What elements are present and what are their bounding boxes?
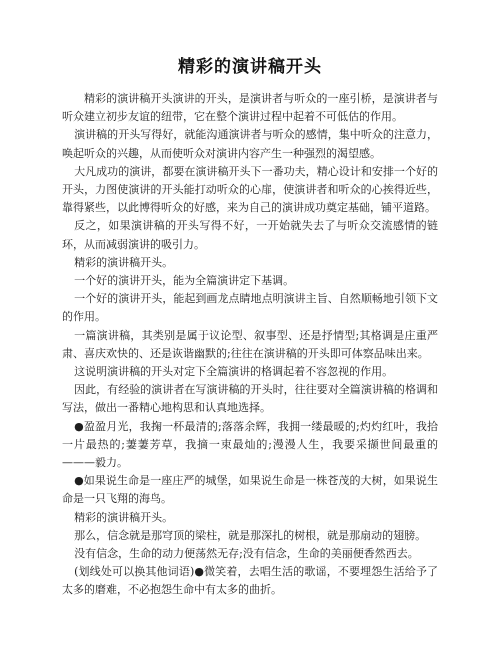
paragraph: 一篇演讲稿，其类别是属于议论型、叙事型、还是抒情型;其格调是庄重严肃、喜庆欢快的、还是诙谐幽默的;往往在演讲稿的开头即可体察品味出来。	[62, 328, 438, 360]
paragraph: 一个好的演讲开头，能为全篇演讲定下基调。	[74, 274, 295, 288]
paragraph-bullet: ●盈盈月光，我掬一杯最清的;落落余辉，我拥一缕最暖的;灼灼红叶，我拾一片最热的;萋萋芳草，我摘一束最灿的;漫漫人生，我要采撷世间最重的———毅力。	[62, 419, 438, 470]
paragraph: 精彩的演讲稿开头。	[74, 255, 174, 269]
paragraph: 反之，如果演讲稿的开头写得不好，一开始就失去了与听众交流感情的链环，从而减弱演讲的吸引力。	[62, 219, 438, 251]
document-title: 精彩的演讲稿开头	[178, 57, 322, 77]
paragraph: (划线处可以换其他词语)●微笑着，去唱生活的歌谣，不要埋怨生活给予了太多的磨难，不必抱怨生命中有太多的曲折。	[62, 565, 438, 597]
paragraph: 那么，信念就是那穹顶的梁柱，就是那深扎的树根，就是那扇动的翅膀。	[74, 528, 427, 542]
paragraph: 一个好的演讲开头，能起到画龙点睛地点明演讲主旨、自然顺畅地引领下文的作用。	[62, 292, 438, 324]
paragraph: 精彩的演讲稿开头。	[74, 510, 174, 524]
paragraph: 演讲稿的开头写得好，就能沟通演讲者与听众的感情，集中听众的注意力，唤起听众的兴趣，从而使听众对演讲内容产生一种强烈的渴望感。	[62, 128, 438, 160]
paragraph: 因此，有经验的演讲者在写演讲稿的开头时，往往要对全篇演讲稿的格调和写法，做出一番精心地构思和认真地选择。	[62, 383, 438, 415]
paragraph: 没有信念，生命的动力便荡然无存;没有信念，生命的美丽便香然西去。	[74, 547, 419, 561]
paragraph-bullet: ●如果说生命是一座庄严的城堡，如果说生命是一株苍茂的大树，如果说生命是一只飞翔的海鸟。	[62, 474, 438, 506]
paragraph: 大凡成功的演讲，都要在演讲稿开头下一番功夫，精心设计和安排一个好的开头，力图使演讲的开头能打动听众的心扉，使演讲者和听众的心挨得近些，靠得紧些，以此博得听众的好感，来为自己的演讲成功奠定基础，铺平道路。	[62, 164, 438, 215]
paragraph: 这说明演讲稿的开头对定下全篇演讲的格调起着不容忽视的作用。	[74, 365, 394, 379]
paragraph-intro: 精彩的演讲稿开头演讲的开头，是演讲者与听众的一座引桥，是演讲者与听众建立初步友谊的纽带，它在整个演讲过程中起着不可低估的作用。	[62, 92, 438, 124]
